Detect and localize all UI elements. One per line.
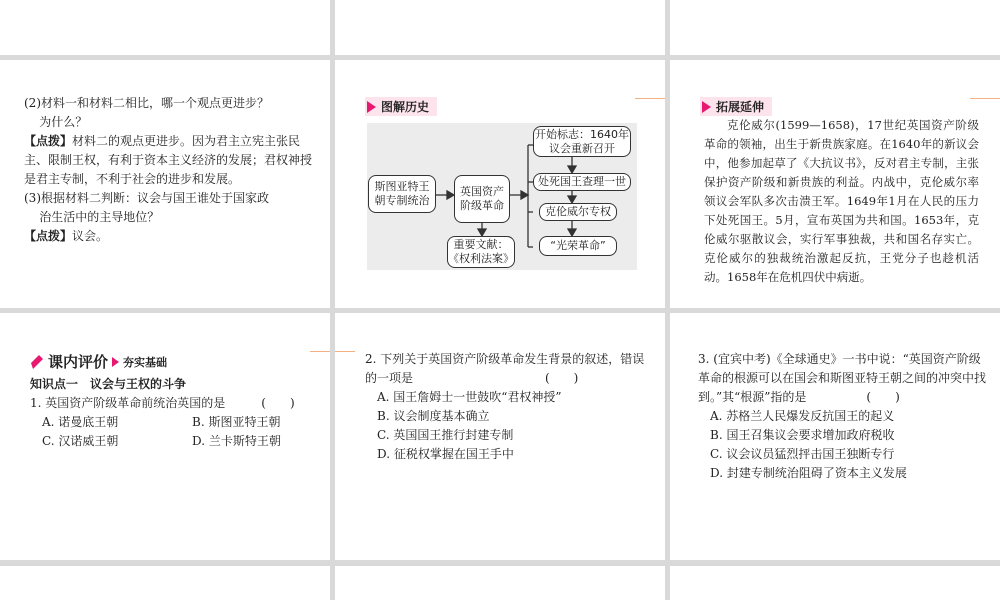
slide-diagram [335, 60, 665, 308]
options-grid [30, 413, 325, 451]
triangle-icon [702, 101, 711, 113]
flow-diagram [367, 123, 637, 270]
knowledge-point: 知识点一 议会与王权的斗争 [30, 377, 187, 391]
question-3: (3)根据材料二判断：议会与国王谁处于国家政 治生活中的主导地位？ [24, 191, 269, 224]
question-3-text: 3. (宜宾中考)《全球通史》一书中说：“英国资产阶级革命的根源可以在国会和斯图亚特王朝之间的冲突中找到。”其“根源”指的是 ( ) [698, 352, 987, 404]
option-b[interactable]: B. 国王召集议会要求增加政府税收 [710, 428, 895, 442]
option-c[interactable]: C. 英国国王推行封建专制 [377, 428, 514, 442]
option-b[interactable]: B. 议会制度基本确立 [377, 409, 490, 423]
question-3-options [698, 407, 988, 483]
option-b[interactable]: B. 斯图亚特王朝 [192, 415, 281, 429]
option-d[interactable]: D. 封建专制统治阻碍了资本主义发展 [710, 466, 907, 480]
extension-paragraph: 克伦威尔(1599—1658)，17世纪英国资产阶级革命的领袖，出生于新贵族家庭。在1640年的新议会中，他参加起草了《大抗议书》，反对君主专制，主张保护资产阶级和新贵族的利益。内战中，克伦威尔率领议会军队多次击溃王军。1649年1月在人民的压力下处死国王。5月，宣布英国为共和国。1653年，克伦威尔驱散议会，实行军事独裁，共和国名存实亡。克伦威尔的独裁统治激起反抗，王党分子也趁机活动。1658年在危机四伏中病逝。 [704, 118, 979, 284]
section-heading [365, 97, 437, 117]
answer-text: 材料二的观点更进步。因为君主立宪主张民主、限制王权，有利于资本主义经济的发展；君权神授是君主专制，不利于社会的进步和发展。 [24, 134, 313, 186]
slide-top-right [670, 0, 1000, 55]
box-stuart-rule: 斯图亚特王 朝专制统治 [368, 175, 436, 213]
slide-bottom-middle [335, 566, 665, 600]
box-bill-of-rights: 重要文献： 《权利法案》 [447, 236, 515, 268]
decorative-line [310, 351, 330, 352]
decorative-line [335, 351, 355, 352]
box-bourgeois-revolution: 英国资产 阶级革命 [454, 175, 510, 223]
answer-label: 【点拨】 [24, 134, 73, 148]
answer-2 [24, 132, 314, 189]
answer-3 [24, 227, 314, 246]
option-c[interactable]: C. 议会议员猛烈抨击国王独断专行 [710, 447, 895, 461]
box-execute-charles: 处死国王查理一世 [533, 173, 631, 191]
slide-extension [670, 60, 1000, 308]
option-a[interactable]: A. 诺曼底王朝 [42, 415, 119, 429]
heading-text: 课内评价 [48, 353, 109, 371]
slide-question-3 [670, 313, 1000, 560]
slide-bottom-left [0, 566, 330, 600]
double-arrow-icon [112, 357, 119, 367]
pencil-icon [30, 354, 44, 370]
slide-class-evaluation [0, 313, 330, 560]
answer-text: 议会。 [72, 229, 109, 243]
decorative-line [635, 98, 665, 99]
box-glorious-revolution: “光荣革命” [539, 236, 617, 256]
answer-label: 【点拨】 [24, 229, 73, 243]
evaluation-header [30, 351, 167, 372]
box-cromwell: 克伦威尔专权 [539, 203, 617, 221]
option-a[interactable]: A. 国王詹姆士一世鼓吹“君权神授” [377, 390, 562, 404]
heading-text: 拓展延伸 [716, 100, 765, 114]
slide-bottom-right [670, 566, 1000, 600]
section-heading [700, 97, 772, 117]
slide-top-left [0, 0, 330, 55]
triangle-icon [367, 101, 376, 113]
question-2: (2)材料一和材料二相比，哪一个观点更进步？ 为什么？ [24, 96, 269, 129]
option-a[interactable]: A. 苏格兰人民爆发反抗国王的起义 [710, 409, 895, 423]
subheading-text: 夯实基础 [123, 355, 168, 369]
question-2-text: 2. 下列关于英国资产阶级革命发生背景的叙述，错误的一项是 ( ) [365, 352, 645, 385]
heading-text: 图解历史 [381, 100, 430, 114]
slide-material-questions [0, 60, 330, 308]
option-d[interactable]: D. 征税权掌握在国王手中 [377, 447, 514, 461]
slide-top-middle [335, 0, 665, 55]
decorative-line [970, 98, 1000, 99]
box-revolution-start: 开始标志：1640年 议会重新召开 [533, 126, 631, 157]
question-2-options [365, 388, 650, 464]
option-d[interactable]: D. 兰卡斯特王朝 [192, 434, 281, 448]
option-c[interactable]: C. 汉诺威王朝 [42, 434, 119, 448]
question-1: 1. 英国资产阶级革命前统治英国的是 ( ) [30, 396, 295, 410]
slide-question-2 [335, 313, 665, 560]
